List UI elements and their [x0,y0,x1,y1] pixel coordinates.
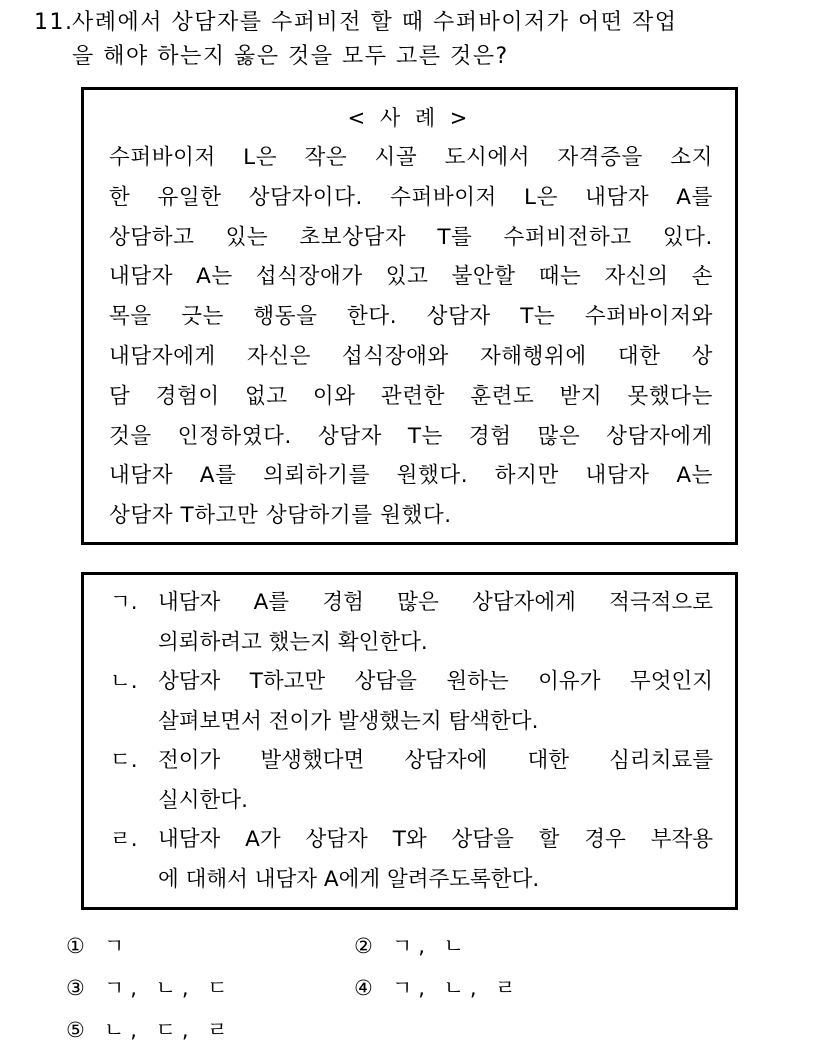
statement-giyeok [110,583,713,662]
statement-rieul [110,820,713,899]
case-line: 목을 긋는 행동을 한다. 상담자 T는 수퍼바이저와 [109,304,713,330]
case-line: 내담자에게 자신은 섭식장애와 자해행위에 대한 상 [109,343,713,369]
choice-value: ㄱ, ㄴ, ㄷ [104,976,234,1000]
answer-choice-1[interactable] [66,925,354,967]
case-line: 내담자 A는 섭식장애가 있고 불안할 때는 자신의 손 [109,264,713,290]
choice-number: ⑤ [66,1018,85,1042]
case-title: < 사 례 > [347,106,472,130]
question-stem [34,6,794,74]
choice-value: ㄱ [104,934,131,958]
case-line: 내담자 A를 의뢰하기를 원했다. 하지만 내담자 A는 [109,463,713,489]
statement-text: 전이가 발생했다면 상담자에 대한 심리치료를 [158,748,713,773]
statement-mark: ㄴ. [110,669,138,694]
statement-digeut [110,741,713,820]
case-line: 수퍼바이저 L은 작은 시골 도시에서 자격증을 소지 [109,145,713,170]
statements-list [84,583,735,899]
statement-text: 내담자 A를 경험 많은 상담자에게 적극적으로 [158,590,713,615]
answer-choice-5[interactable] [66,1009,354,1051]
case-body [84,138,735,536]
statement-nieun [110,662,713,741]
case-line: 상담하고 있는 초보상담자 T를 수퍼비전하고 있다. [109,224,713,250]
statement-text-cont: 의뢰하려고 했는지 확인한다. [158,629,428,655]
statement-text: 내담자 A가 상담자 T와 상담을 할 경우 부작용 [158,827,713,852]
answer-choice-2[interactable] [354,925,642,967]
question-text-line-2: 을 해야 하는지 옳은 것을 모두 고른 것은? [72,44,509,69]
case-line: 담 경험이 없고 이와 관련한 훈련도 받지 못했다는 [109,383,713,409]
choice-number: ③ [66,976,85,1000]
answer-choice-4[interactable] [354,967,642,1009]
choice-number: ① [66,934,85,958]
case-box [81,87,738,545]
statement-text-cont: 살펴보면서 전이가 발생했는지 탐색한다. [158,708,539,734]
question-line-1 [34,6,794,40]
choice-value: ㄴ, ㄷ, ㄹ [104,1018,234,1042]
statement-mark: ㄱ. [110,590,138,615]
choice-value: ㄱ, ㄴ [392,934,470,958]
choice-number: ④ [354,976,373,1000]
statements-box [81,572,738,910]
question-text-line-1: 사례에서 상담자를 수퍼비전 할 때 수퍼바이저가 어떤 작업 [72,10,678,35]
statement-text-cont: 에 대해서 내담자 A에게 알려주도록한다. [158,866,540,892]
statement-text-cont: 실시한다. [158,787,248,813]
statement-text: 상담자 T하고만 상담을 원하는 이유가 무엇인지 [158,669,713,694]
answer-choices [66,925,766,1051]
statement-mark: ㄹ. [110,827,138,852]
case-line: 한 유일한 상담자이다. 수퍼바이저 L은 내담자 A를 [109,184,713,210]
statement-mark: ㄷ. [110,748,138,773]
case-line: 상담자 T하고만 상담하기를 원했다. [109,503,452,529]
answer-choice-3[interactable] [66,967,354,1009]
choice-number: ② [354,934,373,958]
case-line: 것을 인정하였다. 상담자 T는 경험 많은 상담자에게 [109,423,713,449]
choice-value: ㄱ, ㄴ, ㄹ [392,976,522,1000]
question-number: 11. [34,10,74,35]
